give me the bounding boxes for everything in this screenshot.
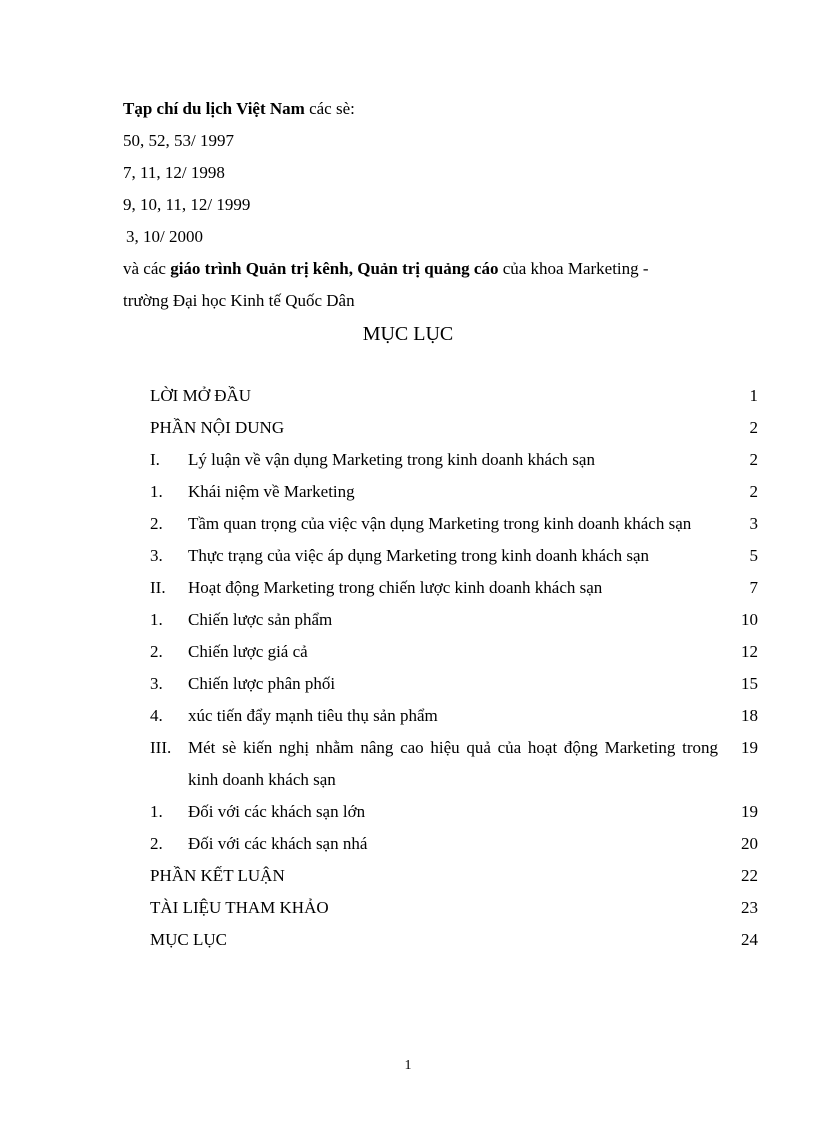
journal-suffix: các sè:	[304, 99, 355, 118]
textbook-line	[123, 253, 733, 285]
toc-row-title: Mét sè kiến nghị nhằm nâng cao hiệu quả của hoạt động Marketing trong kinh doanh khách sạn	[188, 738, 718, 789]
toc-row	[150, 380, 758, 412]
toc-row-page: 12	[741, 642, 758, 661]
toc-row	[150, 924, 758, 956]
toc-row-page: 15	[741, 674, 758, 693]
toc-row-title: Thực trạng của việc áp dụng Marketing trong kinh doanh khách sạn	[188, 546, 649, 565]
toc-row-title: PHẦN NỘI DUNG	[150, 418, 285, 437]
toc-row-number: 3.	[150, 674, 163, 693]
university-line: trường Đại học Kinh tế Quốc Dân	[123, 291, 355, 310]
toc-row-title: TÀI LIỆU THAM KHẢO	[150, 898, 329, 917]
page-number: 1	[404, 1058, 412, 1073]
toc-row	[150, 796, 758, 828]
toc-row-page: 3	[749, 514, 758, 533]
issue-line: 50, 52, 53/ 1997	[123, 131, 234, 150]
journal-title: Tạp chí du lịch Việt Nam	[123, 99, 305, 118]
toc-row-title: MỤC LỤC	[150, 930, 227, 949]
toc-row-number: I.	[150, 450, 160, 469]
toc-row	[150, 572, 758, 604]
toc-row-page: 2	[749, 482, 758, 501]
toc-row-title: Đối với các khách sạn nhá	[188, 834, 368, 853]
toc-row-page: 23	[741, 898, 758, 917]
toc-row	[150, 668, 758, 700]
toc-row-title: Chiến lược phân phối	[188, 674, 336, 693]
issue-line: 3, 10/ 2000	[126, 227, 203, 246]
toc-row	[150, 700, 758, 732]
toc-row-page: 20	[741, 834, 758, 853]
toc-row	[150, 636, 758, 668]
toc-row-title: Tầm quan trọng của việc vận dụng Marketing trong kinh doanh khách sạn	[188, 514, 692, 533]
toc-row-page: 2	[749, 450, 758, 469]
toc-row	[150, 508, 758, 540]
toc-row-number: 2.	[150, 514, 163, 533]
textbook-titles: giáo trình Quản trị kênh, Quản trị quảng cáo	[170, 259, 499, 278]
issue-line: 7, 11, 12/ 1998	[123, 163, 225, 182]
toc-row-number: 2.	[150, 834, 163, 853]
toc-row	[150, 828, 758, 860]
toc-row-number: 4.	[150, 706, 163, 725]
toc-row	[150, 860, 758, 892]
toc-row	[150, 476, 758, 508]
textbook-prefix: và các	[123, 259, 171, 278]
issue-line: 9, 10, 11, 12/ 1999	[123, 195, 251, 214]
toc-row-number: 1.	[150, 482, 163, 501]
toc-row-number: II.	[150, 578, 166, 597]
toc-row-page: 7	[749, 578, 758, 597]
toc-row-title: Chiến lược sản phẩm	[188, 610, 333, 629]
toc-heading: MỤC LỤC	[362, 323, 454, 345]
toc-row-number: 3.	[150, 546, 163, 565]
toc-row-number: III.	[150, 738, 172, 757]
toc-row	[150, 412, 758, 444]
journal-line	[123, 93, 733, 125]
toc-row-page: 10	[741, 610, 758, 629]
toc-row-page: 18	[741, 706, 758, 725]
toc-row-page: 5	[749, 546, 758, 565]
toc-row-title: Chiến lược giá cả	[188, 642, 308, 661]
toc-row	[150, 604, 758, 636]
toc-row-title: PHẦN KẾT LUẬN	[150, 866, 285, 885]
toc-row-title: Lý luận về vận dụng Marketing trong kinh doanh khách sạn	[188, 450, 595, 469]
toc-row-page: 24	[741, 930, 758, 949]
toc-row-title: Khái niệm về Marketing	[188, 482, 355, 501]
toc-row-title: Đối với các khách sạn lớn	[188, 802, 366, 821]
toc-row	[150, 444, 758, 476]
toc-row-number: 2.	[150, 642, 163, 661]
toc-row-number: 1.	[150, 802, 163, 821]
toc-row-page: 2	[749, 418, 758, 437]
references-block	[123, 93, 733, 317]
toc-row-title: xúc tiến đẩy mạnh tiêu thụ sản phẩm	[188, 706, 438, 725]
toc-row-title: Hoạt động Marketing trong chiến lược kinh doanh khách sạn	[188, 578, 603, 597]
toc-row-page: 1	[749, 386, 758, 405]
table-of-contents	[150, 380, 758, 956]
toc-row	[150, 732, 758, 796]
toc-row	[150, 892, 758, 924]
toc-row-page: 22	[741, 866, 758, 885]
toc-row-page: 19	[741, 802, 758, 821]
toc-row-title: LỜI MỞ ĐẦU	[150, 386, 252, 405]
textbook-suffix: của khoa Marketing -	[498, 259, 649, 278]
toc-row-number: 1.	[150, 610, 163, 629]
toc-row-page: 19	[741, 738, 758, 757]
toc-row	[150, 540, 758, 572]
